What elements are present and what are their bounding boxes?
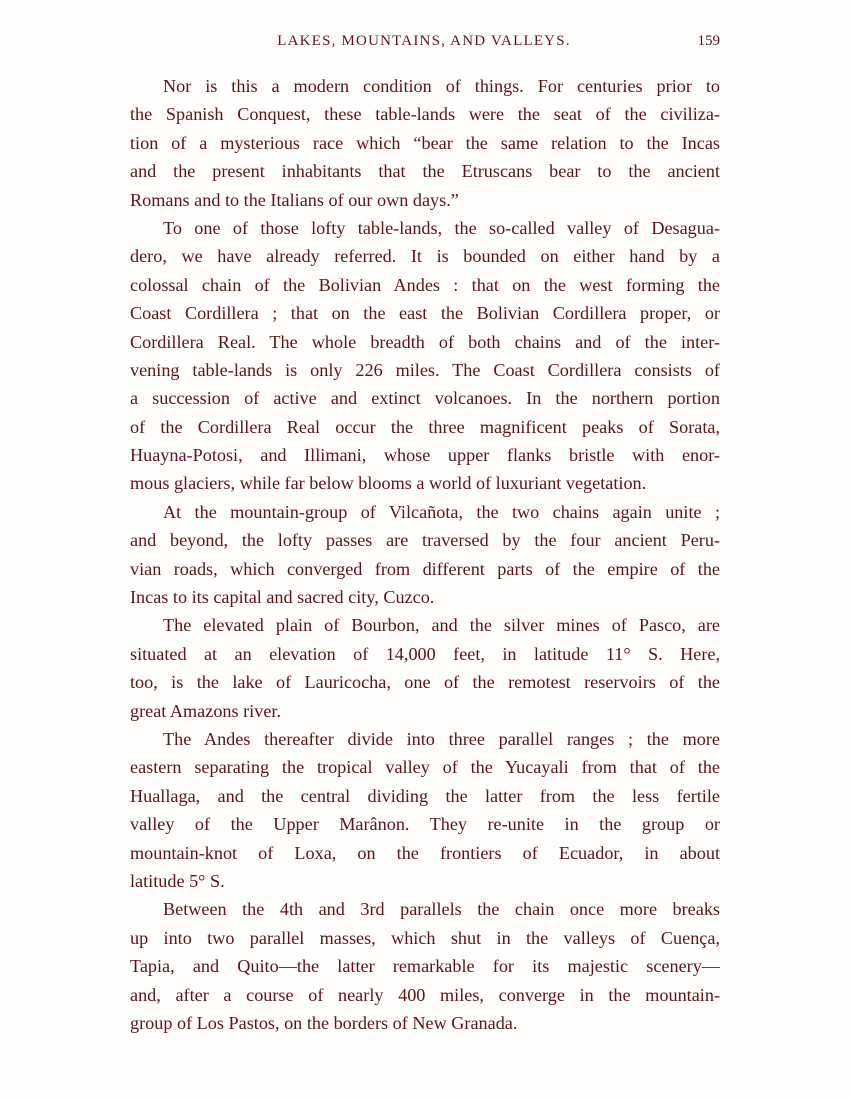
text-line: up into two parallel masses, which shut in the valleys of Cuença, [130, 927, 720, 948]
text-line: situated at an elevation of 14,000 feet, in latitude 11° S. Here, [130, 643, 720, 664]
text-line: Romans and to the Italians of our own days.” [130, 189, 459, 210]
text-line: Huayna-Potosi, and Illimani, whose upper flanks bristle with enor- [130, 445, 720, 466]
text-line: Incas to its capital and sacred city, Cuzco. [130, 587, 435, 608]
paragraph [130, 72, 720, 214]
text-line: Huallaga, and the central dividing the latter from the less fertile [130, 785, 720, 806]
text-line: At the mountain-group of Vilcañota, the two chains again unite ; [163, 501, 720, 522]
paragraph [130, 895, 720, 1037]
text-line: tion of a mysterious race which “bear the same relation to the Incas [130, 132, 720, 153]
text-line: Coast Cordillera ; that on the east the Bolivian Cordillera proper, or [130, 303, 720, 324]
text-line: colossal chain of the Bolivian Andes : that on the west forming the [130, 274, 720, 295]
page-number: 159 [697, 33, 720, 49]
paragraph [130, 498, 720, 612]
text-line: and, after a course of nearly 400 miles, converge in the mountain- [130, 984, 720, 1005]
text-line: Tapia, and Quito—the latter remarkable for its majestic scenery— [130, 956, 720, 977]
text-line: too, is the lake of Lauricocha, one of the remotest reservoirs of the [130, 672, 720, 693]
text-line: latitude 5° S. [130, 870, 225, 891]
paragraph [130, 611, 720, 725]
text-line: group of Los Pastos, on the borders of New Granada. [130, 1012, 518, 1033]
text-line: and beyond, the lofty passes are traversed by the four ancient Peru- [130, 530, 720, 551]
text-line: dero, we have already referred. It is bounded on either hand by a [130, 246, 720, 267]
text-line: The elevated plain of Bourbon, and the silver mines of Pasco, are [163, 615, 720, 636]
text-line: Nor is this a modern condition of things. For centuries prior to [163, 76, 720, 96]
text-line: To one of those lofty table-lands, the so-called valley of Desagua- [163, 217, 720, 238]
text-line: a succession of active and extinct volcanoes. In the northern portion [130, 388, 720, 409]
text-line: eastern separating the tropical valley of the Yucayali from that of the [130, 757, 720, 778]
text-line: vening table-lands is only 226 miles. The Coast Cordillera consists of [130, 359, 720, 380]
text-line: the Spanish Conquest, these table-lands were the seat of the civiliza- [130, 104, 720, 125]
paragraph [130, 725, 720, 895]
running-head [128, 33, 720, 55]
paragraph [130, 214, 720, 498]
text-line: of the Cordillera Real occur the three magnificent peaks of Sorata, [130, 416, 720, 437]
text-line: mous glaciers, while far below blooms a world of luxuriant vegetation. [130, 473, 647, 494]
text-line: Cordillera Real. The whole breadth of both chains and of the inter- [130, 331, 720, 352]
text-line: vian roads, which converged from different parts of the empire of the [130, 558, 720, 579]
text-line: and the present inhabitants that the Etruscans bear to the ancient [130, 161, 720, 182]
text-line: great Amazons river. [130, 700, 282, 721]
text-line: The Andes thereafter divide into three parallel ranges ; the more [163, 728, 720, 749]
running-title: LAKES, MOUNTAINS, AND VALLEYS. [277, 33, 571, 49]
body-text [130, 72, 720, 1037]
text-line: Between the 4th and 3rd parallels the chain once more breaks [163, 899, 720, 920]
text-line: valley of the Upper Marânon. They re-unite in the group or [130, 814, 720, 835]
text-line: mountain-knot of Loxa, on the frontiers of Ecuador, in about [130, 842, 720, 863]
